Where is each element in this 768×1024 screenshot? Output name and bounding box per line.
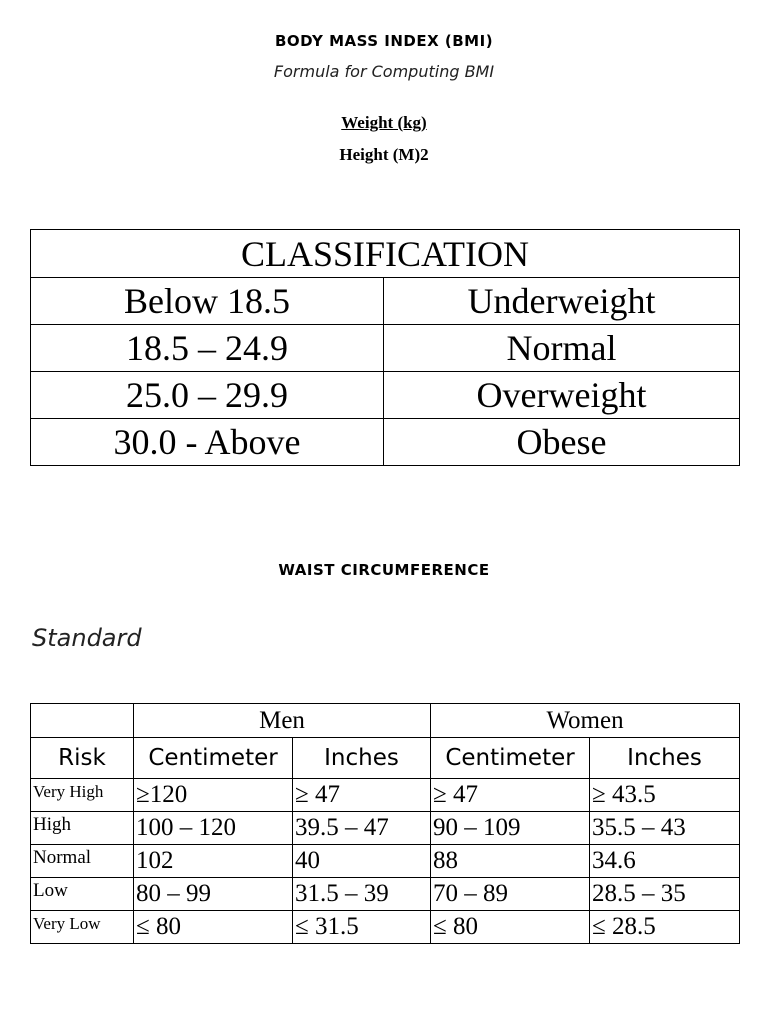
bmi-table-heading: CLASSIFICATION [31, 230, 740, 278]
col-women-inches: Inches [590, 738, 740, 779]
empty-corner-cell [31, 704, 134, 738]
table-row [31, 845, 740, 878]
waist-section-title: WAIST CIRCUMFERENCE [278, 561, 490, 579]
women-in: 28.5 – 35 [590, 878, 740, 911]
men-cm: 100 – 120 [134, 812, 293, 845]
men-in: 31.5 – 39 [293, 878, 431, 911]
bmi-range: Below 18.5 [31, 278, 384, 325]
col-men-centimeter: Centimeter [134, 738, 293, 779]
formula-numerator [0, 113, 768, 133]
men-cm: 102 [134, 845, 293, 878]
risk-label: Very Low [31, 911, 134, 944]
formula-numerator-text: Weight (kg) [341, 113, 427, 132]
bmi-class: Normal [384, 325, 740, 372]
table-row [31, 779, 740, 812]
page-title: BODY MASS INDEX (BMI) [274, 32, 494, 50]
table-row [31, 325, 740, 372]
women-in: ≤ 28.5 [590, 911, 740, 944]
risk-label: High [31, 812, 134, 845]
bmi-range: 18.5 – 24.9 [31, 325, 384, 372]
risk-label: Normal [31, 845, 134, 878]
col-women-centimeter: Centimeter [431, 738, 590, 779]
bmi-classification-table [30, 229, 740, 466]
col-men-inches: Inches [293, 738, 431, 779]
col-risk: Risk [31, 738, 134, 779]
men-cm: ≤ 80 [134, 911, 293, 944]
table-row [31, 372, 740, 419]
women-in: 35.5 – 43 [590, 812, 740, 845]
women-cm: 70 – 89 [431, 878, 590, 911]
bmi-class: Overweight [384, 372, 740, 419]
waist-circumference-table [30, 703, 740, 944]
bmi-table-header-row [31, 230, 740, 278]
bmi-class: Obese [384, 419, 740, 466]
group-women: Women [431, 704, 740, 738]
men-cm: ≥120 [134, 779, 293, 812]
women-cm: 88 [431, 845, 590, 878]
bmi-class: Underweight [384, 278, 740, 325]
men-in: ≥ 47 [293, 779, 431, 812]
page-subtitle: Formula for Computing BMI [273, 62, 495, 81]
women-cm: 90 – 109 [431, 812, 590, 845]
risk-label: Very High [31, 779, 134, 812]
women-cm: ≥ 47 [431, 779, 590, 812]
table-row [31, 878, 740, 911]
formula-denominator: Height (M)2 [339, 145, 429, 164]
men-in: 39.5 – 47 [293, 812, 431, 845]
women-in: ≥ 43.5 [590, 779, 740, 812]
group-header-row [31, 704, 740, 738]
men-in: ≤ 31.5 [293, 911, 431, 944]
table-row [31, 419, 740, 466]
standard-label: Standard [32, 624, 142, 652]
women-cm: ≤ 80 [431, 911, 590, 944]
table-row [31, 278, 740, 325]
table-row [31, 911, 740, 944]
bmi-range: 30.0 - Above [31, 419, 384, 466]
women-in: 34.6 [590, 845, 740, 878]
men-cm: 80 – 99 [134, 878, 293, 911]
risk-label: Low [31, 878, 134, 911]
column-header-row [31, 738, 740, 779]
group-men: Men [134, 704, 431, 738]
men-in: 40 [293, 845, 431, 878]
table-row [31, 812, 740, 845]
bmi-range: 25.0 – 29.9 [31, 372, 384, 419]
